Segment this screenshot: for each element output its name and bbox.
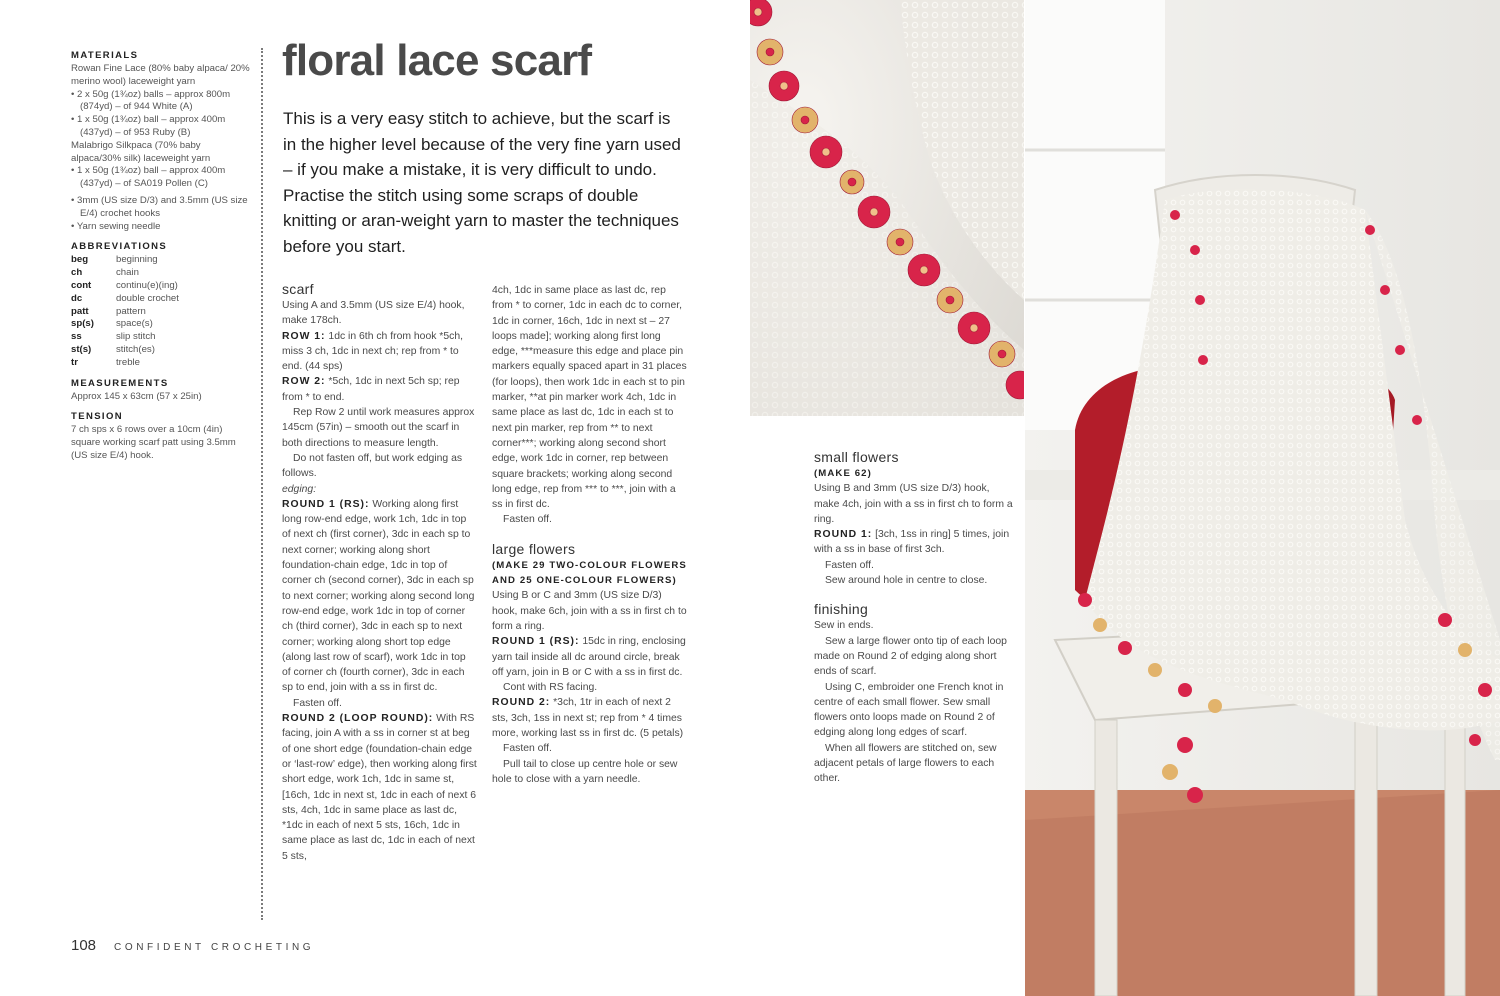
row-text: *5ch, 1dc in next 5ch sp; rep from * to end. <box>282 376 460 403</box>
abbreviation-value: double crochet <box>116 292 179 304</box>
row-label: ROUND 1 (RS): <box>282 498 370 510</box>
section-subheading: (MAKE 29 TWO-COLOUR FLOWERS AND 25 ONE-COLOUR FLOWERS) <box>492 559 687 587</box>
row-label: ROUND 2: <box>492 697 551 709</box>
scarf-on-chair-photo <box>1025 0 1500 996</box>
abbreviations-heading: ABBREVIATIONS <box>71 241 168 253</box>
abbreviation-row <box>71 331 251 344</box>
pattern-text: Fasten off. <box>503 743 552 755</box>
abbreviation-row <box>71 254 251 267</box>
materials-item: • 1 x 50g (1¾oz) ball – approx 400m (437yd) – of SA019 Pollen (C) <box>71 165 226 190</box>
abbreviation-value: space(s) <box>116 318 153 330</box>
abbreviation-row <box>71 344 251 357</box>
pattern-column-2 <box>492 283 687 787</box>
dotted-divider <box>261 48 263 920</box>
pattern-text: 4ch, 1dc in same place as last dc, rep from * to corner, 1dc in each dc to corner, 1dc in corner, 16ch, 1dc in next st – 27 loops made]; working along first long edge, ***measure this edge and place pin markers equally spaced apart in 31 places (for loops), then work 1dc in each st to pin marker, **at pin marker work 4ch, 1dc in same place as last dc, 1dc in each st to next pin marker, rep from ** to next corner***; working along second short edge, work 1dc in corner, rep between square brackets; working along second long edge, rep from *** to ***, join with a ss in first dc. <box>492 285 687 511</box>
pattern-text: Fasten off. <box>825 559 874 571</box>
measurements-text: Approx 145 x 63cm (57 x 25in) <box>71 390 202 402</box>
pattern-text: Do not fasten off, but work edging as follows. <box>282 452 463 480</box>
pattern-text: Using C, embroider one French knot in centre of each small flower. Sew small flowers onto loops made on Round 2 of edging along long edges of scarf. <box>814 681 1004 739</box>
materials-intro-2: Malabrigo Silkpaca (70% baby alpaca/30% silk) laceweight yarn <box>71 139 211 164</box>
subheading-edging: edging: <box>282 483 317 495</box>
pattern-row <box>492 695 687 741</box>
materials-item: • 2 x 50g (1¾oz) balls – approx 800m (874yd) – of 944 White (A) <box>71 88 231 113</box>
row-text: 15dc in ring, enclosing yarn tail inside all dc around circle, break off yarn, join in B or C with a ss in first dc. <box>492 636 686 678</box>
pattern-text: Rep Row 2 until work measures approx 145cm (57in) – smooth out the scarf in both directions to measure length. <box>282 407 475 449</box>
pattern-text: Fasten off. <box>503 514 552 526</box>
abbreviation-key: beg <box>71 254 89 266</box>
flower-closeup-photo <box>750 0 1024 416</box>
pattern-row <box>282 497 477 696</box>
tool-item: • Yarn sewing needle <box>71 220 161 232</box>
row-text: 1dc in 6th ch from hook *5ch, miss 3 ch, 1dc in next ch; rep from * to end. (44 sps) <box>282 330 463 373</box>
abbreviation-value: slip stitch <box>116 331 156 343</box>
abbreviation-row <box>71 280 251 293</box>
pattern-text: Fasten off. <box>293 697 342 709</box>
intro-paragraph: This is a very easy stitch to achieve, but the scarf is in the higher level because of the very fine yarn used – if you make a mistake, it is very difficult to undo. Practise the stitch using some scraps of double knitting or aran-weight yarn to master the techniques before you start. <box>283 109 681 256</box>
page-footer <box>71 937 314 954</box>
materials-heading: MATERIALS <box>71 50 139 61</box>
tension-text: 7 ch sps x 6 rows over a 10cm (4in) square working scarf patt using 3.5mm (US size E/4) hook. <box>71 424 236 461</box>
section-heading-large-flowers: large flowers <box>492 540 576 557</box>
tension-heading: TENSION <box>71 411 124 423</box>
abbreviation-key: ss <box>71 331 82 343</box>
pattern-text: Using A and 3.5mm (US size E/4) hook, make 178ch. <box>282 300 465 327</box>
abbreviation-key: patt <box>71 305 89 317</box>
row-label: ROW 2: <box>282 376 326 388</box>
abbreviation-row <box>71 293 251 306</box>
materials-sidebar <box>71 50 251 463</box>
abbreviation-row <box>71 267 251 280</box>
materials-intro: Rowan Fine Lace (80% baby alpaca/ 20% merino wool) laceweight yarn <box>71 63 250 87</box>
abbreviation-key: sp(s) <box>71 318 94 330</box>
row-label: ROUND 1 (RS): <box>492 636 580 648</box>
page-title: floral lace scarf <box>282 36 592 85</box>
pattern-row <box>282 329 477 375</box>
abbreviation-row <box>71 318 251 331</box>
section-subheading: (MAKE 62) <box>814 468 872 479</box>
pattern-column-3 <box>814 449 1014 787</box>
section-heading-finishing: finishing <box>814 601 869 618</box>
tool-item: • 3mm (US size D/3) and 3.5mm (US size E/4) crochet hooks <box>71 194 248 219</box>
materials-item: • 1 x 50g (1¾oz) ball – approx 400m (437yd) – of 953 Ruby (B) <box>71 114 226 138</box>
page-number: 108 <box>71 937 97 954</box>
abbreviation-value: beginning <box>116 254 158 266</box>
pattern-text: Using B or C and 3mm (US size D/3) hook, make 6ch, join with a ss in first ch to form a ring. <box>492 590 687 632</box>
abbreviation-key: st(s) <box>71 343 92 355</box>
abbreviation-row <box>71 357 251 370</box>
pattern-text: Sew a large flower onto tip of each loop made on Round 2 of edging along short ends of scarf. <box>814 635 1007 678</box>
row-label: ROUND 2 (LOOP ROUND): <box>282 713 434 725</box>
abbreviation-key: cont <box>71 279 92 291</box>
pattern-row <box>282 374 477 405</box>
row-text: [3ch, 1ss in ring] 5 times, join with a ss in base of first 3ch. <box>814 529 1010 556</box>
abbreviation-key: ch <box>71 267 83 279</box>
abbreviation-key: dc <box>71 292 83 304</box>
abbreviation-key: tr <box>71 356 78 368</box>
pattern-row <box>492 634 687 680</box>
measurements-heading: MEASUREMENTS <box>71 377 169 389</box>
pattern-row <box>282 711 477 864</box>
pattern-text: When all flowers are stitched on, sew adjacent petals of large flowers to each other. <box>814 742 997 785</box>
row-text: Working along first long row-end edge, work 1ch, 1dc in top of next ch (first corner), 3dc in each sp to next corner; working along short foundation-chain edge, 1dc in top of corner ch (second corner), 3dc in each sp to next corner; working along second long row-end edge, work 1dc in top of corner ch (third corner), 3dc in each sp to next corner; working along short top edge (along last row of scarf), work 1dc in top of corner ch (fourth corner), 3dc in each sp to end, join with a ss in first dc. <box>282 498 475 694</box>
pattern-text: Sew around hole in centre to close. <box>825 575 988 587</box>
section-heading-scarf: scarf <box>282 281 314 297</box>
abbreviation-value: treble <box>116 356 140 368</box>
pattern-text: Pull tail to close up centre hole or sew hole to close with a yarn needle. <box>492 758 678 785</box>
abbreviation-value: stitch(es) <box>116 343 155 355</box>
pattern-text: Cont with RS facing. <box>503 682 598 694</box>
abbreviations-list <box>71 254 251 369</box>
row-label: ROUND 1: <box>814 529 873 541</box>
abbreviation-row <box>71 306 251 319</box>
running-head: CONFIDENT CROCHETING <box>114 942 315 953</box>
abbreviation-value: chain <box>116 267 139 279</box>
abbreviation-value: continu(e)(ing) <box>116 279 178 291</box>
row-text: With RS facing, join A with a ss in corner st at beg of one short edge (foundation-chain edge or ‘last-row’ edge), then working along first short edge, work 1ch, 1dc in same st, [16ch, 1dc in next st, 1dc in each of next 6 sts, 4ch, 1dc in same place as last dc, *1dc in each of next 5 sts, 16ch, 1dc in same place as last dc, 1dc in each of next 5 sts, <box>282 713 477 862</box>
pattern-text: Using B and 3mm (US size D/3) hook, make 4ch, join with a ss in first ch to form a ring. <box>814 483 1013 525</box>
pattern-column-1 <box>282 281 477 864</box>
row-label: ROW 1: <box>282 330 326 342</box>
row-text: *3ch, 1tr in each of next 2 sts, 3ch, 1ss in next st; rep from * 4 times more, working last ss in first dc. (5 petals) <box>492 697 684 740</box>
pattern-row <box>814 527 1014 558</box>
pattern-text: Sew in ends. <box>814 620 874 632</box>
abbreviation-value: pattern <box>116 305 146 317</box>
section-heading-small-flowers: small flowers <box>814 449 899 465</box>
